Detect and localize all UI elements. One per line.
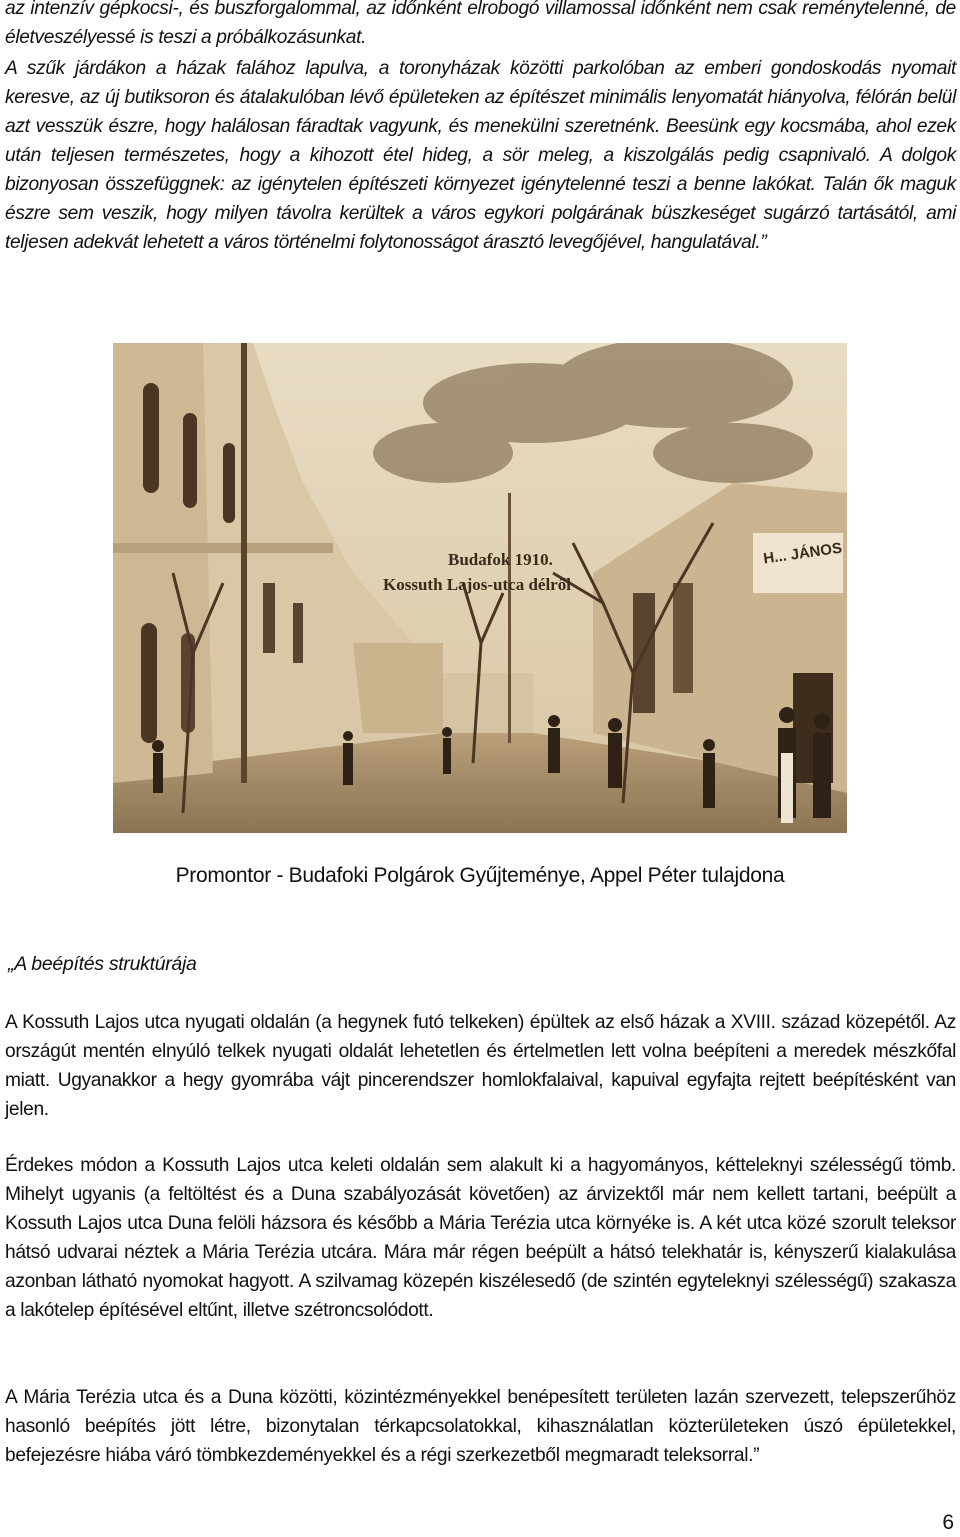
photo-title-line2: Kossuth Lajos-utca délről [383, 575, 571, 594]
body-paragraph-1: A Kossuth Lajos utca nyugati oldalán (a hegynek futó telkeken) épültek az első házak a XVIII. század közepétől. Az országút mentén elnyúló telkek nyugati oldalát lehetetlen és értelmetlen lett volna beépíteni a meredek mészkőfal miatt. Ugyanakkor a hegy gyomrába vájt pincerendszer homlokfalaival, kapuival egyfajta rejtett beépítésként van jelen. [5, 1012, 956, 1120]
paragraph-intro: az intenzív gépkocsi-, és buszforgalommal, az időnként elrobogó villamossal időnként nem csak reménytelenné, de életveszélyessé is teszi a próbálkozásunkat. [5, 0, 956, 48]
body-paragraph-3: A Mária Terézia utca és a Duna közötti, közintézményekkel benépesített területen lazán szervezett, telepszerűhöz hasonló beépítés jött létre, bizonytalan térkapcsolatokkal, kihasználatlan közterületeken úszó épületekkel, befejezésre hiába váró tömbkezdeményekkel és a régi szerkezetből megmaradt teleksorral.” [5, 1387, 956, 1466]
body-paragraph-2: Érdekes módon a Kossuth Lajos utca keleti oldalán sem alakult ki a hagyományos, kétteleknyi szélességű tömb. Mihelyt ugyanis (a feltöltést és a Duna szabályozását követően) az árvizektől már nem kellett tartani, beépült a Kossuth Lajos utca Duna felöli házsora és később a Mária Terézia utca környéke is. A két utca közé szorult teleksor hátsó udvarai néztek a Mária Terézia utcára. Mára már régen beépült a hátsó telekhatár is, kényszerű kialakulása azonban látható nyomokat hagyott. A szilvamag közepén kiszélesedő (de szintén egyteleknyi szélességű) szakasza a lakótelep építésével eltűnt, illetve szétroncsolódott. [5, 1155, 956, 1321]
photo-caption: Promontor - Budafoki Polgárok Gyűjteménye, Appel Péter tulajdona [175, 864, 785, 887]
paragraph-first [5, 54, 956, 257]
historic-street-photo [113, 343, 847, 833]
photo-title-line1: Budafok 1910. [448, 550, 553, 569]
page-number: 6 [942, 1511, 954, 1534]
paragraph-first-continuation: Beesünk egy kocsmába, ahol ezek után teljesen természetes, hogy a kihozott étel hideg, a sör meleg, a kiszolgálás pedig csapnivaló. A dolgok bizonyosan összefüggnek: az igénytelen építészeti környezet igénytelenné teszi a benne lakókat. Talán ők maguk észre sem veszik, hogy milyen távolra kerültek a város egykori polgárának büszkeséget sugárzó tartásától, ami teljesen adekvát lehetett a város történelmi folytonosságot árasztó levegőjével, hangulatával.” [5, 116, 956, 253]
paragraph-first-italic: A szűk járdákon a házak falához lapulva, a toronyházak közötti parkolóban az emberi gondoskodás nyomait keresve, az új butiksoron és átalakulóban lévő épületeken az építészet minimális lenyomatát hiányolva, félórán belül azt vesszük észre, hogy halálosan fáradtak vagyunk, és menekülni szeretnénk. [5, 58, 956, 137]
section-heading: „A beépítés struktúrája [8, 953, 197, 975]
photo-shop-sign: H... JÁNOS [762, 539, 844, 568]
